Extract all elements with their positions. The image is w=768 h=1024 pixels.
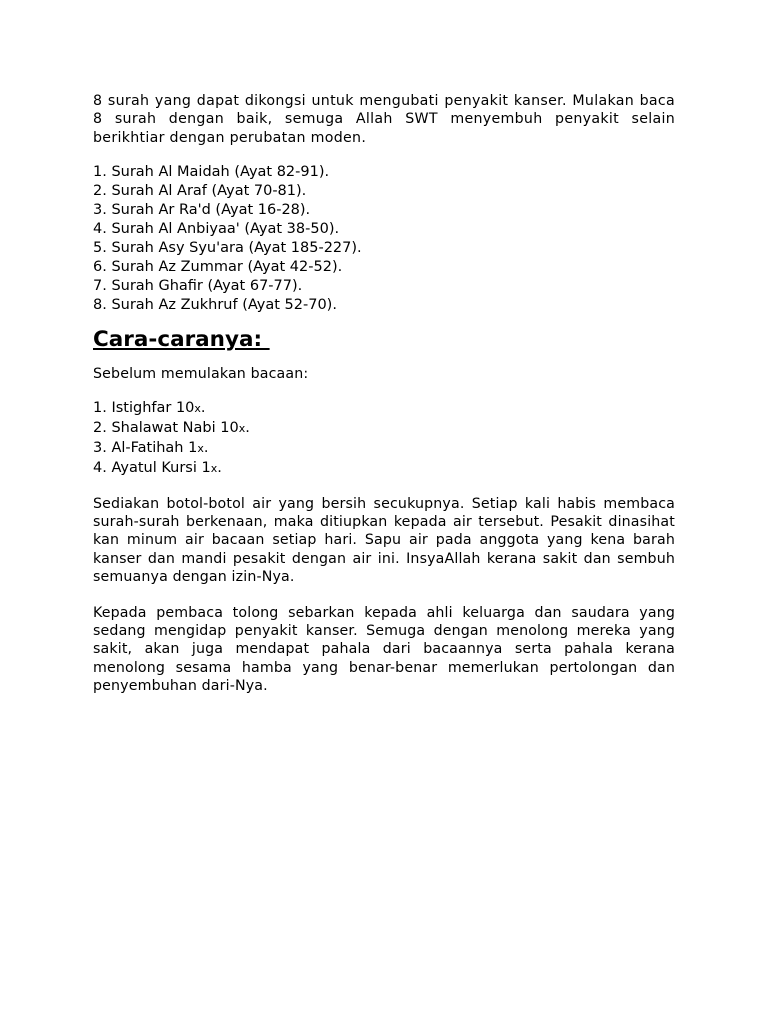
- list-item: 8. Surah Az Zukhruf (Ayat 52-70).: [93, 296, 337, 313]
- step-end: .: [217, 459, 222, 476]
- list-item: [93, 459, 675, 479]
- instructions-paragraph: Sediakan botol-botol air yang bersih secukupnya. Setiap kali habis membaca surah-surah berkenaan, maka ditiupkan kepada air tersebut. Pesakit dinasihat kan minum air bacaan setiap hari. Sapu air pada anggota yang kena barah kanser dan mandi pesakit dengan air ini. InsyaAllah kerana sakit dan sembuh semuanya dengan izin-Nya.: [93, 495, 675, 586]
- list-item: 1. Surah Al Maidah (Ayat 82-91).: [93, 164, 330, 181]
- closing-paragraph: Kepada pembaca tolong sebarkan kepada ahli keluarga dan saudara yang sedang mengidap penyakit kanser. Semuga dengan menolong mereka yang sakit, akan juga mendapat pahala dari bacaannya serta pahala kerana menolong sesama hamba yang benar-benar memerlukan pertolongan dan penyembuhan dari-Nya.: [93, 604, 675, 695]
- step-multiplier: x: [194, 401, 201, 415]
- before-reading-label: Sebelum memulakan bacaan:: [93, 366, 309, 383]
- step-multiplier: x: [238, 421, 246, 435]
- section-heading: Cara-caranya:: [93, 327, 270, 353]
- list-item: 7. Surah Ghafir (Ayat 67-77).: [93, 277, 303, 294]
- surah-list: [93, 163, 675, 314]
- document-page: [93, 92, 675, 696]
- step-text: 1. Istighfar 10: [93, 399, 195, 416]
- step-multiplier: x: [210, 461, 218, 475]
- step-multiplier: x: [197, 441, 204, 455]
- step-end: .: [245, 419, 250, 436]
- list-item: 3. Surah Ar Ra'd (Ayat 16-28).: [93, 202, 311, 219]
- list-item: 2. Surah Al Araf (Ayat 70-81).: [93, 183, 307, 200]
- list-item: 4. Surah Al Anbiyaa' (Ayat 38-50).: [93, 220, 340, 237]
- step-text: 2. Shalawat Nabi 10: [93, 419, 239, 436]
- step-text: 4. Ayatul Kursi 1: [93, 459, 211, 476]
- steps-list: [93, 399, 675, 479]
- step-text: 3. Al-Fatihah 1: [93, 439, 198, 456]
- intro-paragraph: 8 surah yang dapat dikongsi untuk mengubati penyakit kanser. Mulakan baca 8 surah dengan baik, semuga Allah SWT menyembuh penyakit selain berikhtiar dengan perubatan moden.: [93, 93, 675, 146]
- list-item: 6. Surah Az Zummar (Ayat 42-52).: [93, 258, 343, 275]
- list-item: 5. Surah Asy Syu'ara (Ayat 185-227).: [93, 239, 362, 256]
- list-item: [93, 439, 675, 459]
- step-end: .: [200, 399, 206, 416]
- list-item: [93, 399, 675, 419]
- step-end: .: [203, 439, 209, 456]
- list-item: [93, 419, 675, 439]
